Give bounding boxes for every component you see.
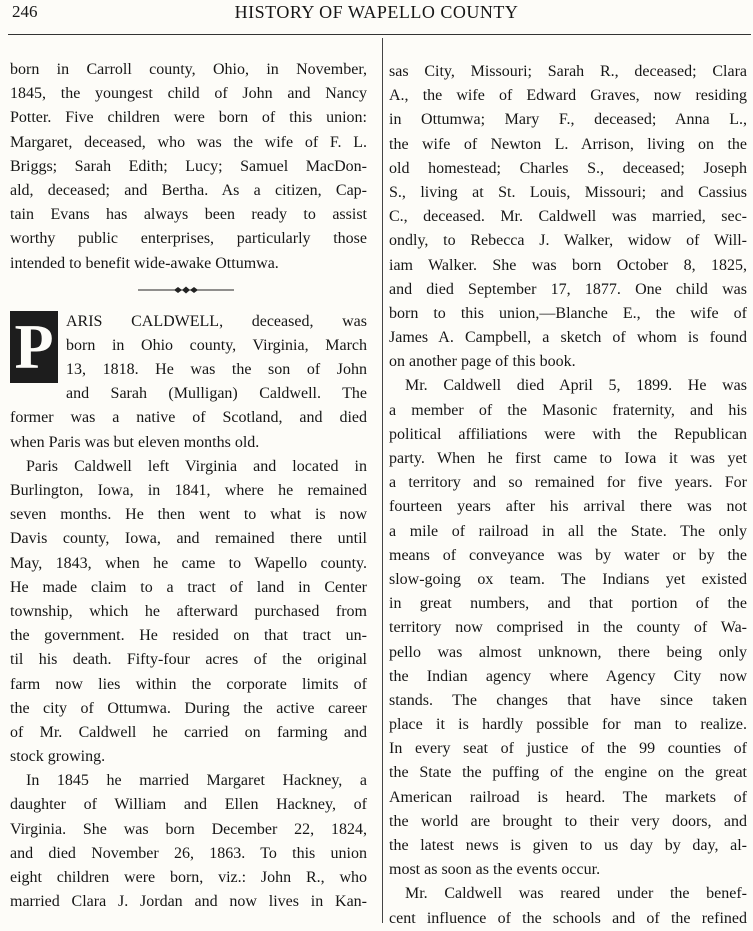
text-line: Mr. Caldwell was reared under the benef- (405, 885, 747, 903)
text-line: and Sarah (Mulligan) Caldwell. The (66, 385, 367, 403)
section-separator (10, 276, 367, 310)
text-line: on another page of this book. (389, 353, 576, 371)
text-line: pello was almost unknown, there being only (389, 643, 747, 661)
paragraph-caldwell-marriage (10, 769, 367, 914)
right-column (389, 60, 747, 931)
text-line: a mile of railroad in all the State. The only (389, 522, 747, 540)
text-line: Virginia. She was born December 22, 1824, (10, 820, 367, 838)
text-line: 13, 1818. He was the son of John (66, 361, 367, 379)
left-column (10, 58, 367, 914)
text-line: In 1845 he married Margaret Hackney, a (26, 772, 367, 790)
text-line: eight children were born, viz.: John R., who (10, 869, 367, 886)
text-line: when Paris was but eleven months old. (10, 433, 260, 451)
page-header (0, 0, 753, 36)
column-divider (382, 38, 383, 923)
text-line: Margaret, deceased, who was the wife of F. L. (10, 133, 367, 151)
running-head: HISTORY OF WAPELLO COUNTY (234, 2, 519, 22)
header-rule (8, 34, 751, 35)
text-line: In every seat of justice of the 99 counties of (389, 740, 747, 758)
text-line: cent influence of the schools and of the refined (389, 909, 747, 927)
text-line: He made claim to a tract of land in Center (10, 578, 367, 596)
text-line: stands. The changes that have since taken (389, 691, 747, 709)
text-line: A., the wife of Edward Graves, now residing (389, 87, 747, 105)
text-line: 1845, the youngest child of John and Nancy (10, 85, 367, 103)
text-line: the latest news is given to us day by day, al- (389, 837, 747, 854)
drop-cap: P (10, 311, 58, 383)
text-line: the State the puffing of the engine on the great (389, 764, 747, 782)
text-line: seven months. He then went to what is now (10, 506, 367, 524)
text-line: ald, deceased; and Bertha. As a citizen, Cap- (10, 181, 367, 199)
paragraph-caldwell-intro (10, 310, 367, 455)
text-line: til his death. Fifty-four acres of the original (10, 651, 367, 669)
text-line: old homestead; Charles S., deceased; Joseph (389, 159, 747, 177)
text-line: ARIS CALDWELL, deceased, was (66, 312, 367, 330)
text-line: the Indian agency where Agency City now (389, 667, 747, 685)
text-line: in Ottumwa; Mary F., deceased; Anna L., (389, 111, 747, 129)
text-line: means of conveyance was by water or by the (389, 546, 747, 564)
text-line: American railroad is heard. The markets of (389, 788, 747, 806)
text-line: most as soon as the events occur. (389, 861, 601, 879)
text-line: married Clara J. Jordan and now lives in Kan- (10, 893, 367, 911)
text-line: a territory and so remained for five years. For (389, 474, 747, 492)
text-line: township, which he afterward purchased from (10, 602, 367, 620)
text-line: former was a native of Scotland, and died (10, 409, 367, 427)
text-line: Burlington, Iowa, in 1841, where he remained (10, 482, 367, 499)
text-line: place it is hardly possible for man to realize. (389, 716, 747, 734)
text-line: Paris Caldwell left Virginia and located in (26, 457, 367, 475)
text-line: intended to benefit wide-awake Ottumwa. (10, 254, 279, 272)
paragraph-caldwell-settlement (10, 455, 367, 769)
text-line: fourteen years after his arrival there was not (389, 498, 747, 516)
paragraph-upbringing (389, 882, 747, 930)
text-line: Briggs; Sarah Edith; Lucy; Samuel MacDon- (10, 157, 367, 175)
text-line: the world are brought to their very doors, and (389, 812, 747, 830)
text-line: and died September 17, 1877. One child was (389, 280, 747, 298)
text-line: born to this union,—Blanche E., the wife of (389, 304, 747, 322)
text-line: party. When he first came to Iowa it was yet (389, 450, 747, 467)
text-line: territory now comprised in the county of Wa- (389, 619, 747, 637)
paragraph-death-affiliations (389, 374, 747, 882)
text-line: Potter. Five children were born of this union: (10, 109, 367, 127)
text-line: May, 1843, when he came to Wapello county. (10, 554, 367, 572)
paragraph-evans-end (10, 58, 367, 276)
text-line: C., deceased. Mr. Caldwell was married, sec- (389, 208, 747, 226)
text-line: ondly, to Rebecca J. Walker, widow of Will- (389, 232, 747, 250)
text-line: political affiliations were with the Republican (389, 425, 747, 443)
text-line: born in Carroll county, Ohio, in November, (10, 61, 367, 78)
text-line: farm now lies within the corporate limits of (10, 675, 367, 693)
text-line: of Mr. Caldwell he carried on farming and (10, 723, 367, 741)
text-line: the government. He resided on that tract un- (10, 627, 367, 645)
text-line: slow-going ox team. The Indians yet existed (389, 570, 747, 588)
text-line: and died November 26, 1863. To this union (10, 844, 367, 862)
text-line: the wife of Newton L. Arrison, living on the (389, 135, 747, 153)
text-line: worthy public enterprises, particularly those (10, 230, 367, 248)
text-line: James A. Campbell, a sketch of whom is found (389, 329, 747, 347)
text-line: sas City, Missouri; Sarah R., deceased; Clara (389, 63, 747, 80)
text-line: Davis county, Iowa, and remained there until (10, 530, 367, 548)
text-line: Mr. Caldwell died April 5, 1899. He was (405, 377, 747, 395)
text-line: iam Walker. She was born October 8, 1825, (389, 256, 747, 274)
text-line: tain Evans has always been ready to assist (10, 206, 367, 224)
text-line: stock growing. (10, 748, 106, 766)
text-line: in great numbers, and that portion of the (389, 595, 747, 613)
text-line: S., living at St. Louis, Missouri; and Cassius (389, 183, 747, 201)
ornament-rule-icon (138, 284, 234, 296)
text-line: born in Ohio county, Virginia, March (66, 336, 367, 354)
text-line: daughter of William and Ellen Hackney, of (10, 796, 367, 814)
text-line: the city of Ottumwa. During the active career (10, 699, 367, 717)
page-number: 246 (12, 2, 38, 21)
text-line: a member of the Masonic fraternity, and his (389, 401, 747, 419)
paragraph-children (389, 60, 747, 374)
